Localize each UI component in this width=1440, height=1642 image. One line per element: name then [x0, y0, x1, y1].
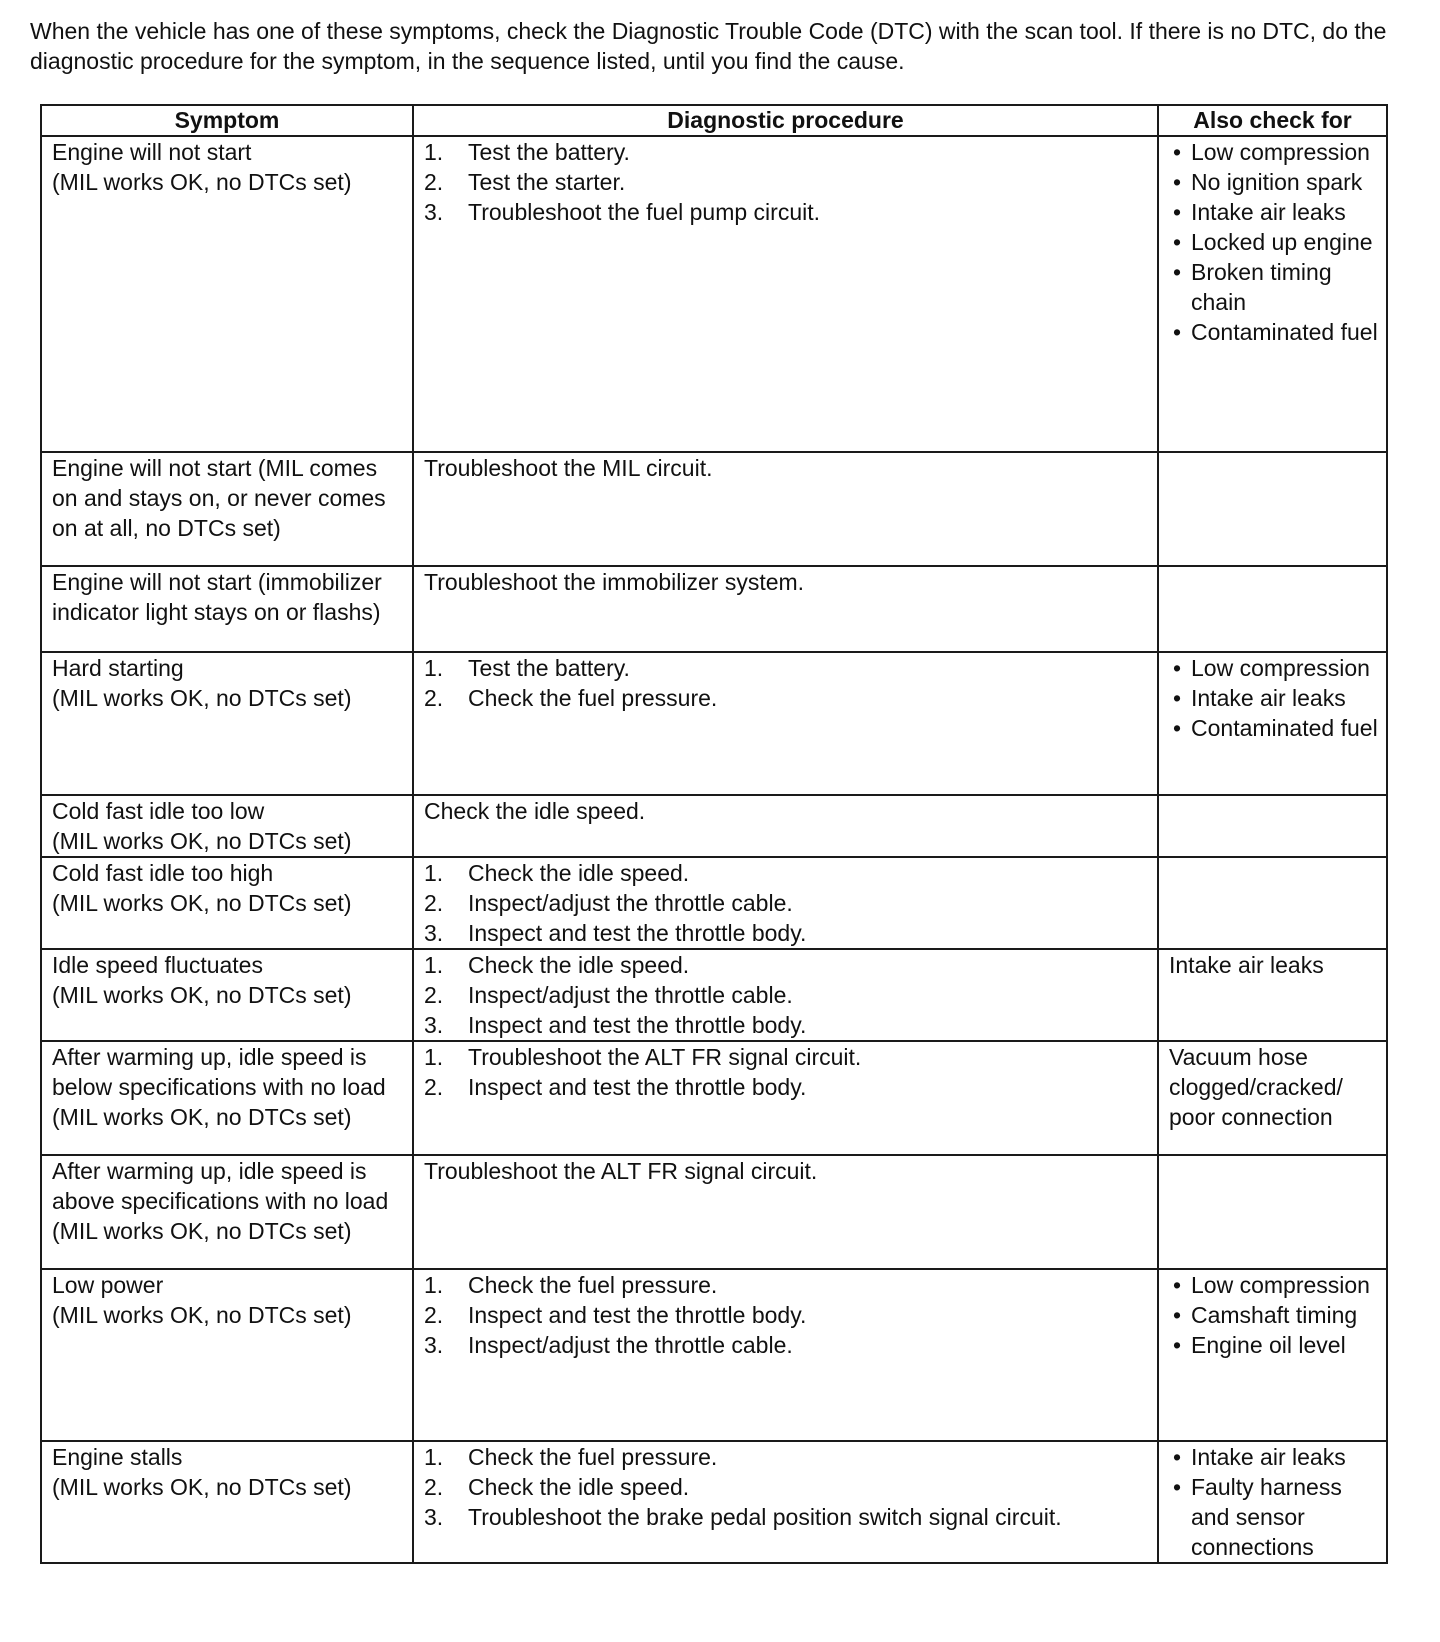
symptom-cell: [41, 1155, 413, 1269]
step-number: 2.: [424, 1474, 444, 1500]
table-row: [41, 857, 1387, 949]
step-text: Test the starter.: [468, 169, 626, 195]
procedure-step: [424, 888, 1151, 918]
symptom-line: Cold fast idle too high: [52, 860, 274, 886]
symptom-cell: [41, 1269, 413, 1441]
step-number: 3.: [424, 1332, 444, 1358]
step-text: Check the idle speed.: [468, 1474, 690, 1500]
procedure-steps: [424, 858, 1151, 948]
table-header-row: [41, 105, 1387, 136]
procedure-cell: [413, 1155, 1158, 1269]
step-number: 2.: [424, 685, 444, 711]
also-check-item: • Low compression: [1169, 1270, 1380, 1300]
step-text: Check the idle speed.: [468, 952, 690, 978]
procedure-step: [424, 197, 1151, 227]
step-text: Check the idle speed.: [468, 860, 690, 886]
step-text: Check the fuel pressure.: [468, 1272, 718, 1298]
symptom-line: (MIL works OK, no DTCs set): [52, 1218, 352, 1244]
symptom-line: (MIL works OK, no DTCs set): [52, 982, 352, 1008]
procedure-cell: [413, 652, 1158, 795]
symptom-line: Engine will not start: [52, 139, 252, 165]
table-row: [41, 949, 1387, 1041]
step-text: Inspect and test the throttle body.: [468, 1074, 807, 1100]
header-also-check-for: Also check for: [1158, 105, 1387, 136]
step-text: Test the battery.: [468, 139, 630, 165]
symptom-line: Low power: [52, 1272, 164, 1298]
symptom-line: Cold fast idle too low: [52, 798, 265, 824]
table-row: [41, 566, 1387, 652]
diagnostic-table: [40, 104, 1388, 1564]
step-number: 3.: [424, 920, 444, 946]
symptom-line: After warming up, idle speed is below specifications with no load: [52, 1044, 386, 1100]
procedure-cell: [413, 949, 1158, 1041]
procedure-step: [424, 858, 1151, 888]
table-row: [41, 136, 1387, 452]
step-text: Inspect/adjust the throttle cable.: [468, 890, 793, 916]
step-text: Troubleshoot the ALT FR signal circuit.: [468, 1044, 862, 1070]
step-number: 2.: [424, 982, 444, 1008]
procedure-step: [424, 1300, 1151, 1330]
procedure-steps: [424, 1442, 1151, 1532]
header-diagnostic-procedure: Diagnostic procedure: [413, 105, 1158, 136]
procedure-steps: [424, 137, 1151, 227]
step-number: 1.: [424, 952, 444, 978]
step-text: Check the fuel pressure.: [468, 685, 718, 711]
procedure-step: [424, 980, 1151, 1010]
procedure-cell: [413, 857, 1158, 949]
procedure-steps: [424, 950, 1151, 1040]
step-text: Troubleshoot the brake pedal position switch signal circuit.: [468, 1504, 1062, 1530]
symptom-line: Hard starting: [52, 655, 184, 681]
symptom-line: (MIL works OK, no DTCs set): [52, 1104, 352, 1130]
also-check-list: [1169, 137, 1380, 347]
symptom-line: After warming up, idle speed is above specifications with no load: [52, 1158, 389, 1214]
procedure-step: [424, 950, 1151, 980]
procedure-step: [424, 1010, 1151, 1040]
also-check-cell: [1158, 1155, 1387, 1269]
procedure-text: Check the idle speed.: [424, 798, 646, 824]
step-number: 3.: [424, 1012, 444, 1038]
step-number: 2.: [424, 1302, 444, 1328]
step-number: 1.: [424, 860, 444, 886]
procedure-step: [424, 137, 1151, 167]
also-check-cell: [1158, 1041, 1387, 1155]
procedure-step: [424, 1072, 1151, 1102]
procedure-cell: [413, 1041, 1158, 1155]
procedure-step: [424, 1042, 1151, 1072]
procedure-steps: [424, 1270, 1151, 1360]
also-check-cell: [1158, 566, 1387, 652]
procedure-step: [424, 1442, 1151, 1472]
step-number: 2.: [424, 169, 444, 195]
table-row: [41, 1155, 1387, 1269]
symptom-cell: [41, 1441, 413, 1563]
table-row: [41, 652, 1387, 795]
step-text: Troubleshoot the fuel pump circuit.: [468, 199, 820, 225]
procedure-step: [424, 1270, 1151, 1300]
step-text: Inspect/adjust the throttle cable.: [468, 1332, 793, 1358]
also-check-cell: [1158, 857, 1387, 949]
also-check-item: • Intake air leaks: [1169, 683, 1380, 713]
table-row: [41, 452, 1387, 566]
procedure-cell: [413, 1269, 1158, 1441]
step-text: Test the battery.: [468, 655, 630, 681]
procedure-step: [424, 918, 1151, 948]
symptom-cell: [41, 452, 413, 566]
procedure-step: [424, 167, 1151, 197]
symptom-line: (MIL works OK, no DTCs set): [52, 1302, 352, 1328]
step-text: Inspect/adjust the throttle cable.: [468, 982, 793, 1008]
step-number: 3.: [424, 1504, 444, 1530]
table-body: [41, 136, 1387, 1563]
also-check-item: • Contaminated fuel: [1169, 317, 1380, 347]
procedure-cell: [413, 136, 1158, 452]
symptom-line: (MIL works OK, no DTCs set): [52, 828, 352, 854]
step-text: Inspect and test the throttle body.: [468, 1012, 807, 1038]
step-number: 3.: [424, 199, 444, 225]
also-check-cell: [1158, 1441, 1387, 1563]
procedure-cell: [413, 795, 1158, 857]
procedure-step: [424, 653, 1151, 683]
symptom-cell: [41, 857, 413, 949]
symptom-line: (MIL works OK, no DTCs set): [52, 169, 352, 195]
procedure-step: [424, 1502, 1151, 1532]
also-check-cell: [1158, 795, 1387, 857]
also-check-list: [1169, 1442, 1380, 1562]
also-check-item: • Low compression: [1169, 653, 1380, 683]
also-check-list: [1169, 653, 1380, 743]
symptom-line: (MIL works OK, no DTCs set): [52, 685, 352, 711]
step-text: Inspect and test the throttle body.: [468, 1302, 807, 1328]
procedure-steps: [424, 1042, 1151, 1102]
step-text: Check the fuel pressure.: [468, 1444, 718, 1470]
procedure-cell: [413, 452, 1158, 566]
also-check-item: • No ignition spark: [1169, 167, 1380, 197]
step-number: 2.: [424, 890, 444, 916]
also-check-list: [1169, 1270, 1380, 1360]
symptom-cell: [41, 652, 413, 795]
table-row: [41, 795, 1387, 857]
also-check-item: • Camshaft timing: [1169, 1300, 1380, 1330]
step-number: 2.: [424, 1074, 444, 1100]
also-check-item: • Locked up engine: [1169, 227, 1380, 257]
also-check-text: Intake air leaks: [1169, 952, 1324, 978]
also-check-cell: [1158, 452, 1387, 566]
also-check-cell: [1158, 136, 1387, 452]
symptom-cell: [41, 566, 413, 652]
procedure-step: [424, 1472, 1151, 1502]
header-symptom: Symptom: [41, 105, 413, 136]
step-number: 1.: [424, 1444, 444, 1470]
procedure-text: Troubleshoot the MIL circuit.: [424, 455, 713, 481]
also-check-item: • Contaminated fuel: [1169, 713, 1380, 743]
symptom-line: (MIL works OK, no DTCs set): [52, 1474, 352, 1500]
step-number: 1.: [424, 655, 444, 681]
also-check-cell: [1158, 652, 1387, 795]
symptom-line: Idle speed fluctuates: [52, 952, 263, 978]
step-number: 1.: [424, 1272, 444, 1298]
table-row: [41, 1041, 1387, 1155]
table-row: [41, 1441, 1387, 1563]
intro-paragraph: When the vehicle has one of these symptoms, check the Diagnostic Trouble Code (DTC) with the scan tool. If there is no DTC, do the diagnostic procedure for the symptom, in the sequence listed, until you find the cause.: [30, 18, 1387, 74]
symptom-cell: [41, 949, 413, 1041]
step-number: 1.: [424, 1044, 444, 1070]
step-text: Inspect and test the throttle body.: [468, 920, 807, 946]
also-check-item: • Intake air leaks: [1169, 197, 1380, 227]
procedure-text: Troubleshoot the ALT FR signal circuit.: [424, 1158, 818, 1184]
also-check-cell: [1158, 1269, 1387, 1441]
also-check-item: • Engine oil level: [1169, 1330, 1380, 1360]
also-check-text: Vacuum hose clogged/cracked/ poor connection: [1169, 1044, 1343, 1130]
symptom-cell: [41, 795, 413, 857]
symptom-line: (MIL works OK, no DTCs set): [52, 890, 352, 916]
also-check-cell: [1158, 949, 1387, 1041]
also-check-item: • Low compression: [1169, 137, 1380, 167]
symptom-line: Engine will not start (immobilizer indicator light stays on or flashs): [52, 569, 382, 625]
step-number: 1.: [424, 139, 444, 165]
symptom-line: Engine will not start (MIL comes on and stays on, or never comes on at all, no DTCs set): [52, 455, 386, 541]
also-check-item: • Intake air leaks: [1169, 1442, 1380, 1472]
procedure-steps: [424, 653, 1151, 713]
procedure-step: [424, 1330, 1151, 1360]
procedure-step: [424, 683, 1151, 713]
procedure-cell: [413, 1441, 1158, 1563]
procedure-cell: [413, 566, 1158, 652]
table-row: [41, 1269, 1387, 1441]
procedure-text: Troubleshoot the immobilizer system.: [424, 569, 805, 595]
symptom-cell: [41, 136, 413, 452]
symptom-line: Engine stalls: [52, 1444, 183, 1470]
also-check-item: • Broken timing chain: [1169, 257, 1380, 317]
symptom-cell: [41, 1041, 413, 1155]
also-check-item: • Faulty harness and sensor connections: [1169, 1472, 1380, 1562]
